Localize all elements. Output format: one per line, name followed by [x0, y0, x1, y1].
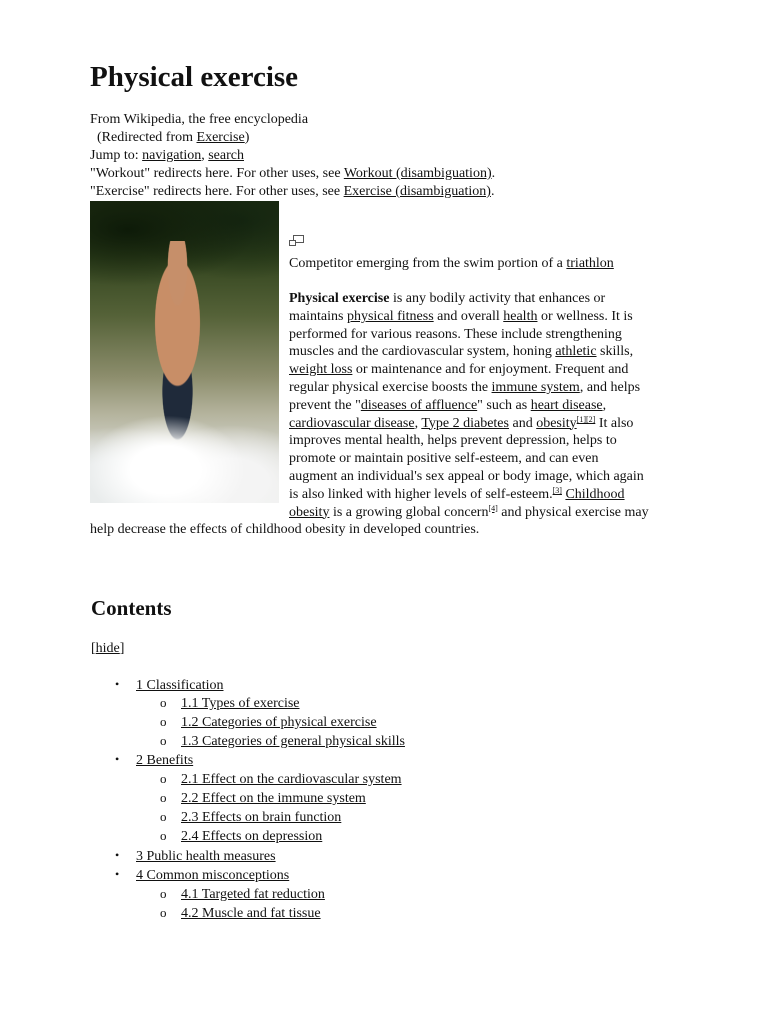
athletic-link[interactable]: athletic [555, 344, 597, 360]
lead-line [289, 290, 681, 308]
magnify-clip-icon[interactable] [289, 235, 304, 247]
toc-sub-bullet: o [160, 790, 167, 805]
cardiovascular-disease-link[interactable]: cardiovascular disease [289, 415, 415, 431]
triathlon-link[interactable]: triathlon [566, 256, 614, 271]
toc-bullet: • [115, 848, 120, 862]
obesity-link[interactable]: obesity [536, 415, 577, 431]
toc-sub-bullet: o [160, 714, 167, 729]
lead-line [289, 308, 681, 326]
toc-bullet: • [115, 867, 120, 881]
diseases-of-affluence-link[interactable]: diseases of affluence [360, 397, 478, 413]
hatnote-period: . [491, 166, 496, 181]
toc-item-immune-effect[interactable]: 2.2 Effect on the immune system [181, 791, 366, 806]
toc-item-depression[interactable]: 2.4 Effects on depression [181, 829, 323, 844]
toc-item-benefits[interactable]: 2 Benefits [136, 753, 194, 768]
toc-item-misconceptions[interactable]: 4 Common misconceptions [136, 868, 290, 883]
lead-text: and overall [433, 308, 504, 324]
hatnote-workout [90, 165, 495, 183]
hatnote-text: "Workout" redirects here. For other uses, see [90, 166, 344, 181]
lead-line: promote or maintain positive self-esteem, and can even [289, 451, 599, 467]
page-title: Physical exercise [90, 61, 299, 93]
toc-bullet: • [115, 677, 120, 691]
exercise-disambiguation-link[interactable]: Exercise (disambiguation) [343, 184, 491, 199]
lead-bold-term: Physical exercise [289, 291, 390, 306]
type-2-diabetes-link[interactable]: Type 2 diabetes [421, 415, 509, 431]
toc-sub-bullet: o [160, 733, 167, 748]
toc-item-cardiovascular-effect[interactable]: 2.1 Effect on the cardiovascular system [181, 772, 402, 787]
image-caption [289, 255, 614, 273]
lead-text: or wellness. It is [537, 308, 633, 324]
site-tagline: From Wikipedia, the free encyclopedia [90, 112, 309, 127]
workout-disambiguation-link[interactable]: Workout (disambiguation) [343, 166, 492, 181]
jump-label: Jump to: [90, 148, 143, 163]
lead-text: muscles and the cardiovascular system, honing [289, 344, 556, 360]
toc-bracket: ] [119, 641, 125, 656]
weight-loss-link[interactable]: weight loss [289, 362, 353, 378]
toc-item-types-of-exercise[interactable]: 1.1 Types of exercise [181, 696, 300, 711]
toc-bullet: • [115, 752, 120, 766]
lead-text: skills, [596, 344, 634, 360]
lead-line [289, 504, 681, 522]
lead-text: and physical exercise may [497, 504, 649, 520]
toc-item-targeted-fat-reduction[interactable]: 4.1 Targeted fat reduction [181, 887, 325, 902]
lead-text: is any bodily activity that enhances or [389, 291, 606, 306]
lead-line [289, 343, 681, 361]
lead-line [289, 361, 681, 379]
toc-item-brain-function[interactable]: 2.3 Effects on brain function [181, 810, 342, 825]
lead-line [289, 486, 681, 504]
childhood-obesity-link-cont[interactable]: obesity [289, 504, 330, 520]
triathlon-photo[interactable] [90, 201, 279, 503]
hatnote-period: . [490, 184, 495, 199]
toc-item-public-health[interactable]: 3 Public health measures [136, 849, 276, 864]
lead-text: prevent the " [289, 397, 361, 413]
physical-fitness-link[interactable]: physical fitness [346, 308, 434, 324]
toc-item-classification[interactable]: 1 Classification [136, 678, 224, 693]
childhood-obesity-link[interactable]: Childhood [565, 486, 625, 502]
toc-bracket: [ [91, 641, 96, 656]
toc-sub-bullet: o [160, 905, 167, 920]
photo-water-splash [90, 393, 279, 503]
article-meta [90, 111, 495, 201]
heart-disease-link[interactable]: heart disease [530, 397, 603, 413]
jump-separator: , [201, 148, 209, 163]
lead-text: regular physical exercise boosts the [289, 379, 492, 395]
lead-text: " such as [477, 397, 531, 413]
hatnote-exercise [90, 183, 495, 201]
citation-1-2[interactable]: [1][2] [576, 414, 596, 424]
toc-toggle [91, 640, 124, 658]
contents-heading: Contents [91, 596, 172, 620]
jump-navigation-link[interactable]: navigation [142, 148, 202, 163]
lead-line [289, 397, 681, 415]
citation-4[interactable]: [4] [488, 503, 498, 513]
redirect-note [90, 129, 495, 147]
redirect-source-link[interactable]: Exercise [196, 130, 245, 145]
toc-sub-bullet: o [160, 809, 167, 824]
lead-text: and [508, 415, 537, 431]
lead-line: augment an individual's sex appeal or body image, which again [289, 468, 644, 484]
lead-text: is also linked with higher levels of self-esteem. [289, 486, 553, 502]
citation-3[interactable]: [3] [552, 485, 562, 495]
toc-sub-bullet: o [160, 828, 167, 843]
toc-sub-bullet: o [160, 886, 167, 901]
lead-text: , and helps [579, 379, 641, 395]
toc-item-categories-general-skills[interactable]: 1.3 Categories of general physical skills [181, 734, 405, 749]
toc-sub-bullet: o [160, 771, 167, 786]
lead-text: is a growing global concern [329, 504, 489, 520]
toc-hide-link[interactable]: hide [95, 641, 120, 656]
lead-text: , [414, 415, 422, 431]
lead-paragraph [90, 290, 681, 539]
immune-system-link[interactable]: immune system [491, 379, 580, 395]
lead-text: or maintenance and for enjoyment. Frequent and [352, 362, 629, 378]
lead-text: It also [595, 415, 634, 431]
lead-text: maintains [289, 308, 347, 324]
toc-item-categories-physical-exercise[interactable]: 1.2 Categories of physical exercise [181, 715, 377, 730]
lead-text: , [602, 397, 607, 413]
toc-sub-bullet: o [160, 695, 167, 710]
jump-links [90, 147, 495, 165]
lead-line [289, 379, 681, 397]
hatnote-text: "Exercise" redirects here. For other uses, see [90, 184, 344, 199]
lead-line: help decrease the effects of childhood obesity in developed countries. [90, 522, 480, 538]
redirect-close: ) [244, 130, 250, 145]
lead-line [289, 415, 681, 433]
toc-item-muscle-fat-tissue[interactable]: 4.2 Muscle and fat tissue [181, 906, 321, 921]
jump-search-link[interactable]: search [208, 148, 244, 163]
lead-line: performed for various reasons. These include strengthening [289, 326, 622, 342]
lead-line: improves mental health, helps prevent depression, helps to [289, 433, 617, 449]
caption-text: Competitor emerging from the swim portion of a [289, 256, 567, 271]
health-link[interactable]: health [503, 308, 538, 324]
redirect-text: (Redirected from [97, 130, 197, 145]
